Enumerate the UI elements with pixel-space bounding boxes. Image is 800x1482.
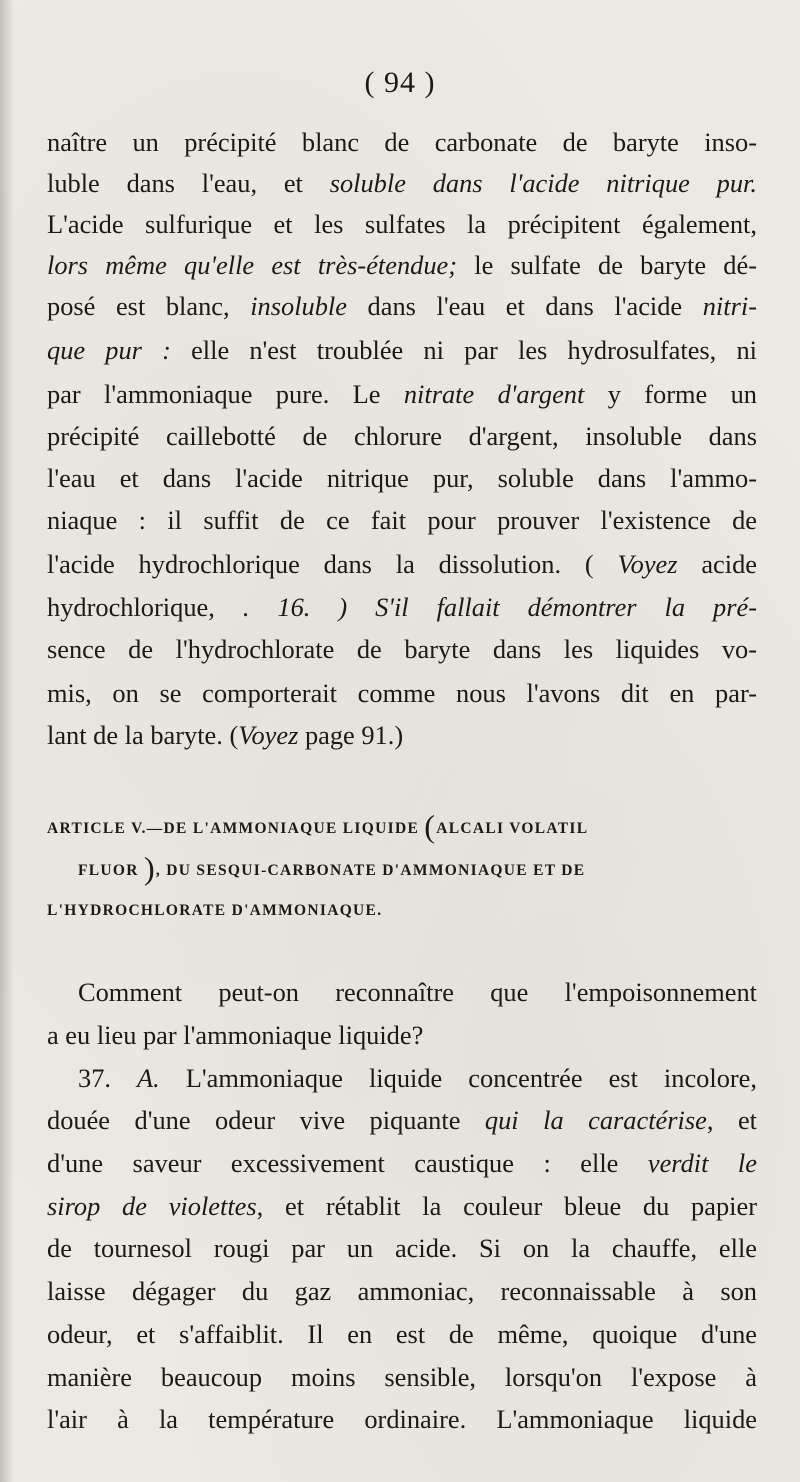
text-line: sirop de violettes, et rétablit la couleur bleue du papier: [47, 1191, 757, 1221]
italic-text: lors même qu'elle est très-étendue;: [47, 250, 458, 280]
text-line: laisse dégager du gaz ammoniac, reconnaissable à son: [47, 1276, 757, 1306]
italic-text: que pur :: [47, 335, 171, 365]
text-line: hydrochlorique, . 16. ) S'il fallait démontrer la pré-: [47, 592, 757, 622]
close-parenthesis: ): [143, 850, 156, 886]
open-parenthesis: (: [424, 808, 437, 844]
text-line: L'acide sulfurique et les sulfates la précipitent également,: [47, 209, 757, 239]
article-heading-line-1: [47, 808, 757, 845]
text-line: sence de l'hydrochlorate de baryte dans les liquides vo-: [47, 634, 757, 664]
text-line: 37. A. L'ammoniaque liquide concentrée est incolore,: [78, 1063, 757, 1093]
text-line: par l'ammoniaque pure. Le nitrate d'argent y forme un: [47, 379, 757, 409]
article-title-text: ARTICLE V.—DE L'AMMONIAQUE LIQUIDE: [47, 820, 420, 837]
italic-text: sirop de violettes: [47, 1191, 257, 1221]
italic-text: insoluble: [250, 291, 347, 321]
italic-text: soluble dans l'acide nitrique pur.: [329, 168, 757, 198]
page-gutter-shadow: [0, 0, 14, 1482]
text-line: odeur, et s'affaiblit. Il en est de même, quoique d'une: [47, 1319, 757, 1349]
text-line: l'acide hydrochlorique dans la dissolution. ( Voyez acide: [47, 549, 757, 579]
text-line: précipité caillebotté de chlorure d'argent, insoluble dans: [47, 421, 757, 451]
text-line: posé est blanc, insoluble dans l'eau et dans l'acide nitri-: [47, 291, 757, 321]
text-line: l'air à la température ordinaire. L'ammoniaque liquide: [47, 1404, 757, 1434]
italic-text: Voyez: [617, 549, 678, 579]
italic-text: nitri-: [702, 291, 757, 321]
page-number: ( 94 ): [364, 66, 436, 99]
article-heading-line-3: L'HYDROCHLORATE D'AMMONIAQUE.: [47, 902, 383, 919]
text-line: mis, on se comporterait comme nous l'avons dit en par-: [47, 678, 757, 708]
article-alias-text: FLUOR: [78, 862, 139, 879]
text-line: l'eau et dans l'acide nitrique pur, soluble dans l'ammo-: [47, 463, 757, 493]
text-line: d'une saveur excessivement caustique : elle verdit le: [47, 1148, 757, 1178]
text-line: que pur : elle n'est troublée ni par les hydrosulfates, ni: [47, 335, 757, 365]
article-title-text: , DU SESQUI-CARBONATE D'AMMONIAQUE ET DE: [155, 862, 586, 879]
text-line: manière beaucoup moins sensible, lorsqu'on l'expose à: [47, 1362, 757, 1392]
italic-text: qui la caractérise: [484, 1105, 707, 1135]
article-alias-text: ALCALI VOLATIL: [436, 820, 589, 837]
text-line: a eu lieu par l'ammoniaque liquide?: [47, 1020, 424, 1050]
text-line: lors même qu'elle est très-étendue; le sulfate de baryte dé-: [47, 250, 757, 280]
italic-text: verdit le: [647, 1148, 757, 1178]
italic-text: Voyez: [238, 720, 299, 750]
italic-text: . 16. ) S'il fallait démontrer la pré-: [242, 592, 757, 622]
text-line: luble dans l'eau, et soluble dans l'acide nitrique pur.: [47, 168, 757, 198]
text-line: naître un précipité blanc de carbonate de baryte inso-: [47, 127, 757, 157]
italic-text: nitrate d'argent: [403, 379, 585, 409]
italic-text: A.: [137, 1063, 160, 1093]
article-heading-line-2: [78, 850, 757, 887]
text-line: de tournesol rougi par un acide. Si on la chauffe, elle: [47, 1233, 757, 1263]
text-line: niaque : il suffit de ce fait pour prouver l'existence de: [47, 505, 757, 535]
text-line: douée d'une odeur vive piquante qui la caractérise, et: [47, 1105, 757, 1135]
text-line: lant de la baryte. (Voyez page 91.): [47, 720, 404, 750]
text-line: Comment peut-on reconnaître que l'empoisonnement: [78, 977, 757, 1007]
